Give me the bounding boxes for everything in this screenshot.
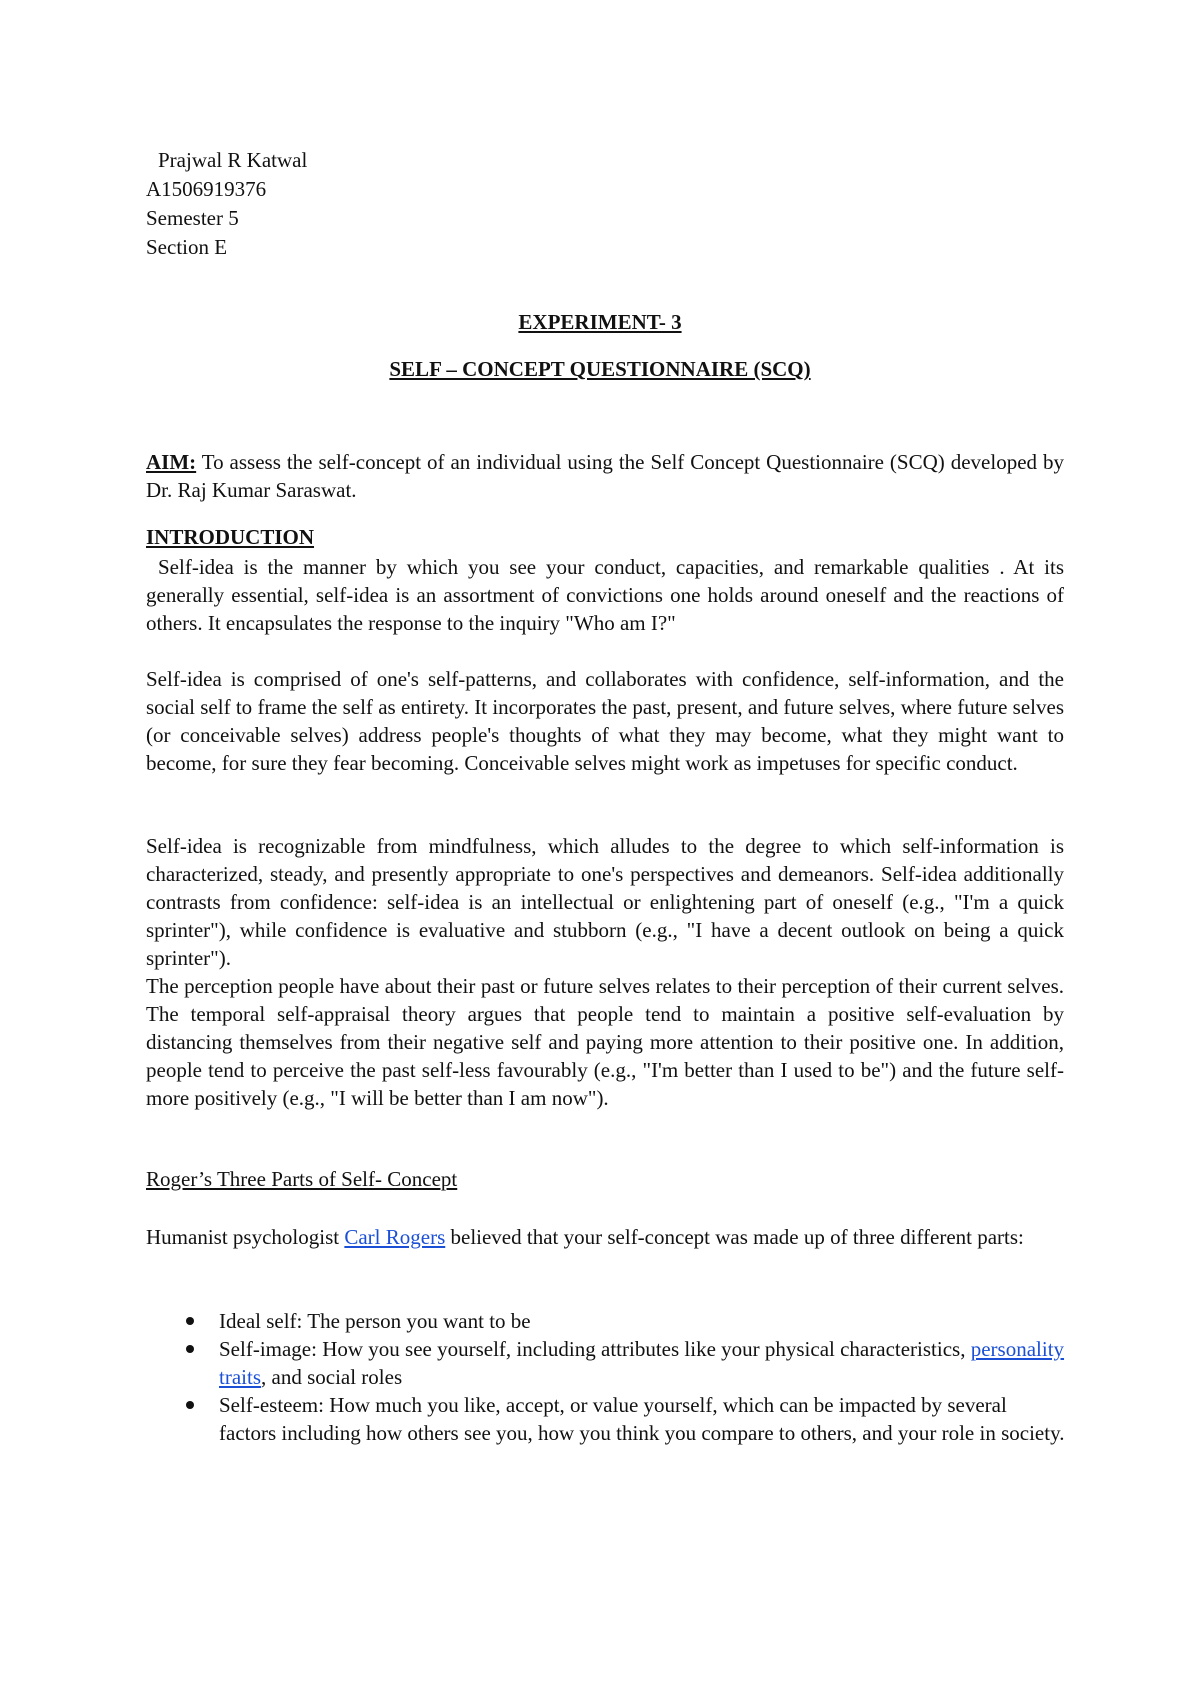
bullet-icon	[186, 1345, 194, 1353]
intro-paragraph-3: Self-idea is recognizable from mindfulness, which alludes to the degree to which self-information is characterized, steady, and presently appropriate to one's perspectives and demeanors. Self-idea additionally contrasts from confidence: self-idea is an intellectual or enlightening part of oneself (e.g., "I'm a quick sprinter"), while confidence is evaluative and stubborn (e.g., "I have a decent outlook on being a quick sprinter").	[146, 834, 1064, 970]
aim-paragraph	[146, 448, 1064, 504]
intro-paragraph-1-text: Self-idea is the manner by which you see your conduct, capacities, and remarkable qualities . At its generally essential, self-idea is an assortment of convictions one holds around oneself and the reactions of others. It encapsulates the response to the inquiry "Who am I?"	[146, 555, 1064, 635]
carl-rogers-link[interactable]: Carl Rogers	[344, 1225, 446, 1249]
list-item-text: Self-image: How you see yourself, including attributes like your physical characteristics,	[219, 1337, 971, 1361]
intro-paragraph-4: The perception people have about their past or future selves relates to their perception of their current selves. The temporal self-appraisal theory argues that people tend to maintain a positive self-evaluation by distancing themselves from their negative self and paying more attention to their positive one. In addition, people tend to perceive the past self-less favourably (e.g., "I'm better than I used to be") and the future self-more positively (e.g., "I will be better than I am now").	[146, 974, 1064, 1110]
rogers-intro-before: Humanist psychologist	[146, 1225, 345, 1249]
student-id: A1506919376	[146, 177, 267, 201]
semester: Semester 5	[146, 206, 239, 230]
questionnaire-title: SELF – CONCEPT QUESTIONNAIRE (SCQ)	[389, 357, 811, 381]
section: Section E	[146, 235, 228, 259]
bullet-icon	[186, 1317, 194, 1325]
rogers-parts-list	[146, 1307, 1066, 1447]
list-item-text: Ideal self: The person you want to be	[219, 1309, 531, 1333]
rogers-heading: Roger’s Three Parts of Self- Concept	[146, 1167, 458, 1191]
introduction-heading: INTRODUCTION	[146, 525, 315, 549]
bullet-icon	[186, 1401, 194, 1409]
list-item-text-after: , and social roles	[261, 1365, 403, 1389]
intro-paragraph-1	[146, 553, 1064, 637]
aim-label: AIM:	[146, 450, 197, 474]
intro-paragraph-2: Self-idea is comprised of one's self-patterns, and collaborates with confidence, self-information, and the social self to frame the self as entirety. It incorporates the past, present, and future selves, where future selves (or conceivable selves) address people's thoughts of what they may become, what they might want to become, for sure they fear becoming. Conceivable selves might work as impetuses for specific conduct.	[146, 667, 1064, 775]
student-info	[146, 146, 307, 262]
aim-text: To assess the self-concept of an individual using the Self Concept Questionnaire (SCQ) developed by Dr. Raj Kumar Saraswat.	[146, 450, 1064, 502]
experiment-title: EXPERIMENT- 3	[518, 310, 682, 334]
personality-traits-link[interactable]: personality traits	[219, 1337, 1065, 1389]
rogers-intro	[146, 1223, 1046, 1251]
list-item	[146, 1391, 1066, 1447]
list-item-text: Self-esteem: How much you like, accept, or value yourself, which can be impacted by several factors including how others see you, how you think you compare to others, and your role in society.	[219, 1393, 1065, 1445]
rogers-intro-after: believed that your self-concept was made up of three different parts:	[445, 1225, 1024, 1249]
student-name: Prajwal R Katwal	[158, 148, 308, 172]
list-item	[146, 1307, 1066, 1335]
list-item	[146, 1335, 1066, 1391]
